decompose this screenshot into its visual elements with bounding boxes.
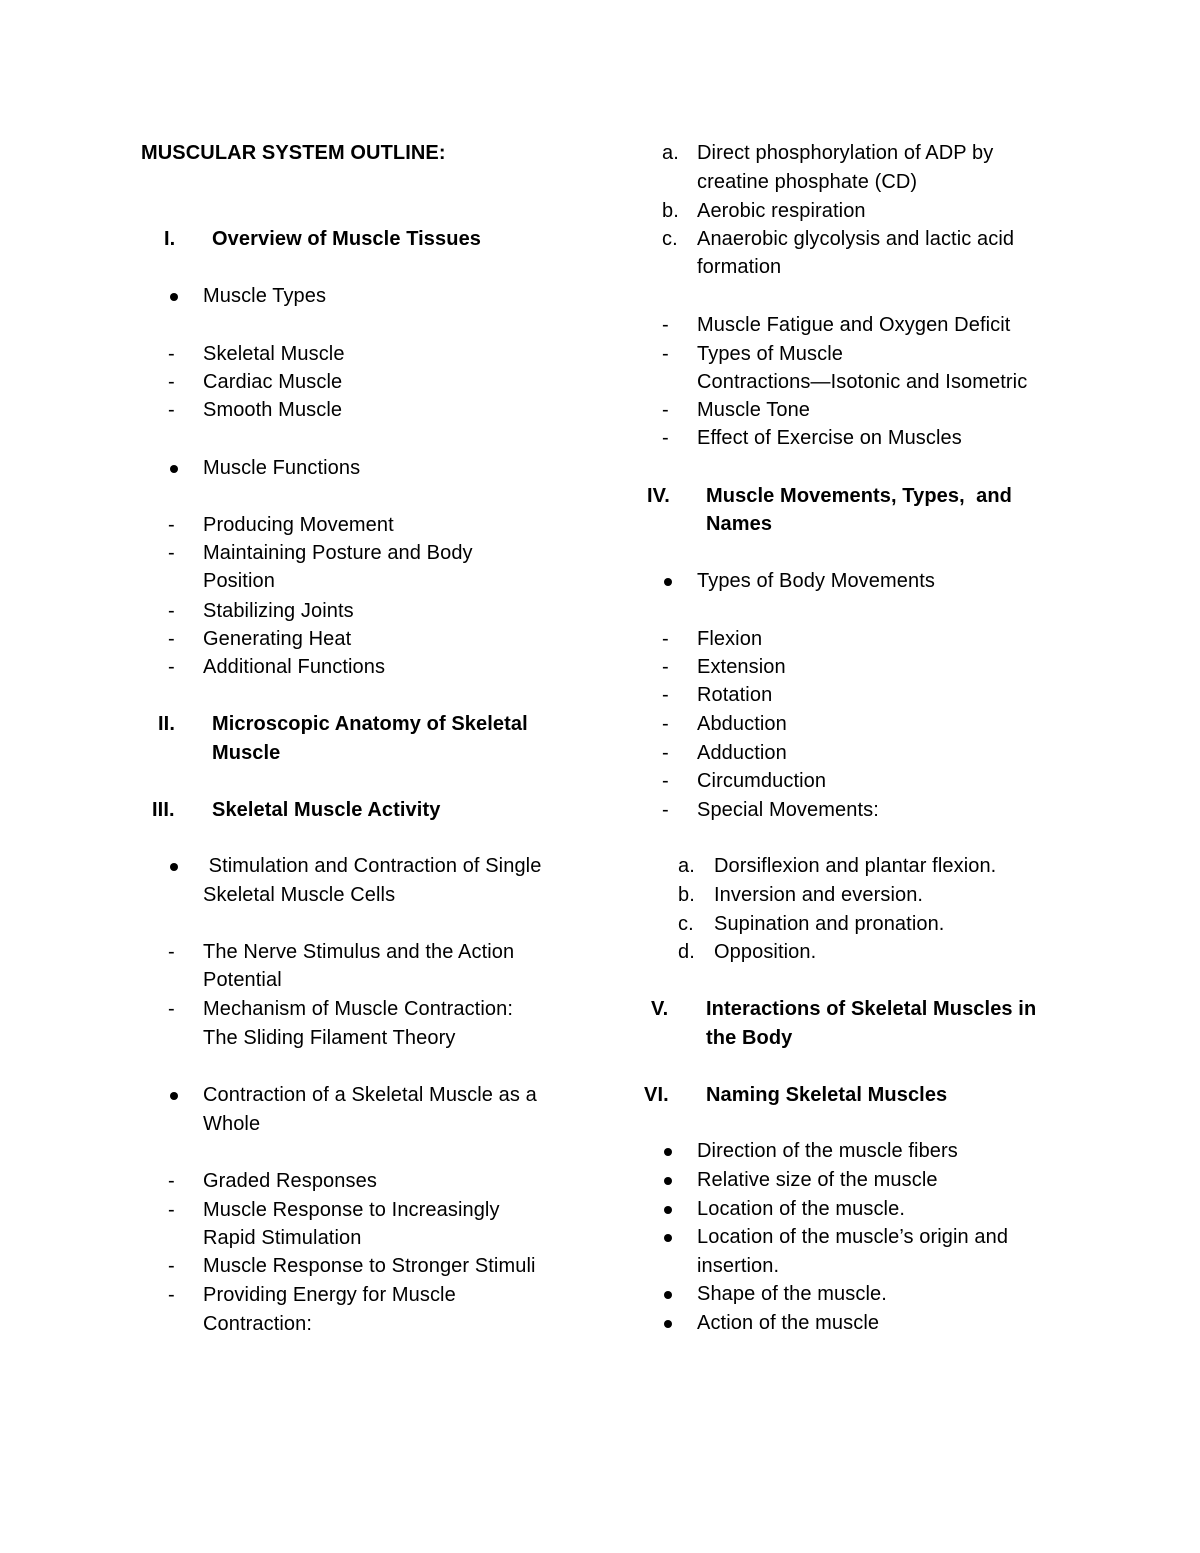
list-item: Aerobic respiration <box>697 200 866 222</box>
alpha-marker: a. <box>678 855 695 877</box>
section-6-numeral: VI. <box>644 1084 669 1106</box>
dash-marker: - <box>662 314 669 336</box>
section-5-numeral: V. <box>651 998 669 1020</box>
list-item: Rotation <box>697 684 773 706</box>
list-item: Location of the muscle’s origin and <box>697 1226 1009 1248</box>
list-item: Graded Responses <box>203 1170 377 1192</box>
section-4-heading: Muscle Movements, Types, and <box>706 485 1012 507</box>
dash-marker: - <box>168 1284 175 1306</box>
bullet-muscle-types: Muscle Types <box>203 285 327 307</box>
list-item: Extension <box>697 656 786 678</box>
section-3-numeral: III. <box>152 799 175 821</box>
alpha-marker: b. <box>662 200 679 222</box>
list-item: Effect of Exercise on Muscles <box>697 427 962 449</box>
alpha-marker: c. <box>678 913 694 935</box>
dash-marker: - <box>662 799 669 821</box>
dash-marker: - <box>662 713 669 735</box>
dash-marker: - <box>662 343 669 365</box>
bullet-contraction-whole: Contraction of a Skeletal Muscle as a <box>203 1084 537 1106</box>
list-item: Location of the muscle. <box>697 1198 905 1220</box>
list-item-continuation: insertion. <box>697 1255 780 1277</box>
list-item: Inversion and eversion. <box>714 884 924 906</box>
bullet-icon <box>664 1206 672 1214</box>
bullet-muscle-functions: Muscle Functions <box>203 457 361 479</box>
dash-marker: - <box>168 628 175 650</box>
section-5-heading-continuation: the Body <box>706 1027 793 1049</box>
list-item: Action of the muscle <box>697 1312 880 1334</box>
dash-marker: - <box>662 742 669 764</box>
list-item: Stabilizing Joints <box>203 600 354 622</box>
section-2-numeral: II. <box>158 713 175 735</box>
bullet-icon <box>170 1092 178 1100</box>
section-5-heading: Interactions of Skeletal Muscles in <box>706 998 1037 1020</box>
list-item-continuation: Potential <box>203 969 282 991</box>
list-item: Muscle Response to Increasingly <box>203 1199 500 1221</box>
dash-marker: - <box>168 514 175 536</box>
list-item-continuation: The Sliding Filament Theory <box>203 1027 456 1049</box>
bullet-icon <box>664 1177 672 1185</box>
bullet-icon <box>664 578 672 586</box>
list-item: Adduction <box>697 742 787 764</box>
section-1-numeral: I. <box>164 228 176 250</box>
list-item: Relative size of the muscle <box>697 1169 938 1191</box>
section-3-heading: Skeletal Muscle Activity <box>212 799 441 821</box>
section-2-heading-continuation: Muscle <box>212 742 281 764</box>
bullet-icon <box>664 1148 672 1156</box>
list-item: Cardiac Muscle <box>203 371 343 393</box>
bullet-continuation: Whole <box>203 1113 261 1135</box>
bullet-icon <box>170 465 178 473</box>
dash-marker: - <box>662 399 669 421</box>
list-item-continuation: Contractions—Isotonic and Isometric <box>697 371 1028 393</box>
dash-marker: - <box>662 427 669 449</box>
list-item: Generating Heat <box>203 628 352 650</box>
list-item: Additional Functions <box>203 656 386 678</box>
list-item: Muscle Tone <box>697 399 811 421</box>
alpha-marker: c. <box>662 228 678 250</box>
dash-marker: - <box>168 343 175 365</box>
list-item-continuation: creatine phosphate (CD) <box>697 171 918 193</box>
alpha-marker: a. <box>662 142 679 164</box>
list-item-continuation: Rapid Stimulation <box>203 1227 362 1249</box>
dash-marker: - <box>662 656 669 678</box>
bullet-icon <box>170 863 178 871</box>
list-item: Supination and pronation. <box>714 913 945 935</box>
dash-marker: - <box>168 1255 175 1277</box>
section-4-heading-continuation: Names <box>706 513 773 535</box>
list-item: Anaerobic glycolysis and lactic acid <box>697 228 1015 250</box>
bullet-icon <box>664 1291 672 1299</box>
list-item: Providing Energy for Muscle <box>203 1284 456 1306</box>
list-item: Muscle Response to Stronger Stimuli <box>203 1255 536 1277</box>
bullet-continuation: Skeletal Muscle Cells <box>203 884 396 906</box>
list-item: Circumduction <box>697 770 827 792</box>
alpha-marker: d. <box>678 941 695 963</box>
list-item: Muscle Fatigue and Oxygen Deficit <box>697 314 1011 336</box>
bullet-icon <box>664 1320 672 1328</box>
section-1-heading: Overview of Muscle Tissues <box>212 228 482 250</box>
dash-marker: - <box>168 941 175 963</box>
dash-marker: - <box>168 1199 175 1221</box>
list-item: Direct phosphorylation of ADP by <box>697 142 994 164</box>
list-item-continuation: Position <box>203 570 275 592</box>
list-item: Smooth Muscle <box>203 399 343 421</box>
bullet-icon <box>664 1234 672 1242</box>
section-2-heading: Microscopic Anatomy of Skeletal <box>212 713 528 735</box>
list-item-continuation: Contraction: <box>203 1313 313 1335</box>
dash-marker: - <box>662 770 669 792</box>
list-item: Producing Movement <box>203 514 394 536</box>
list-item: Special Movements: <box>697 799 879 821</box>
list-item: Maintaining Posture and Body <box>203 542 473 564</box>
dash-marker: - <box>168 1170 175 1192</box>
list-item: The Nerve Stimulus and the Action <box>203 941 515 963</box>
list-item: Skeletal Muscle <box>203 343 345 365</box>
section-4-numeral: IV. <box>647 485 670 507</box>
dash-marker: - <box>168 542 175 564</box>
bullet-icon <box>170 293 178 301</box>
alpha-marker: b. <box>678 884 695 906</box>
dash-marker: - <box>662 628 669 650</box>
dash-marker: - <box>662 684 669 706</box>
list-item-continuation: formation <box>697 256 782 278</box>
list-item: Types of Muscle <box>697 343 844 365</box>
list-item: Abduction <box>697 713 787 735</box>
dash-marker: - <box>168 399 175 421</box>
document-title: MUSCULAR SYSTEM OUTLINE: <box>141 142 446 164</box>
list-item: Mechanism of Muscle Contraction: <box>203 998 513 1020</box>
dash-marker: - <box>168 656 175 678</box>
list-item: Shape of the muscle. <box>697 1283 887 1305</box>
dash-marker: - <box>168 371 175 393</box>
list-item: Opposition. <box>714 941 817 963</box>
list-item: Direction of the muscle fibers <box>697 1140 958 1162</box>
bullet-body-movements: Types of Body Movements <box>697 570 935 592</box>
list-item: Dorsiflexion and plantar flexion. <box>714 855 997 877</box>
bullet-stimulation: Stimulation and Contraction of Single <box>203 855 542 877</box>
dash-marker: - <box>168 600 175 622</box>
section-6-heading: Naming Skeletal Muscles <box>706 1084 948 1106</box>
dash-marker: - <box>168 998 175 1020</box>
list-item: Flexion <box>697 628 763 650</box>
